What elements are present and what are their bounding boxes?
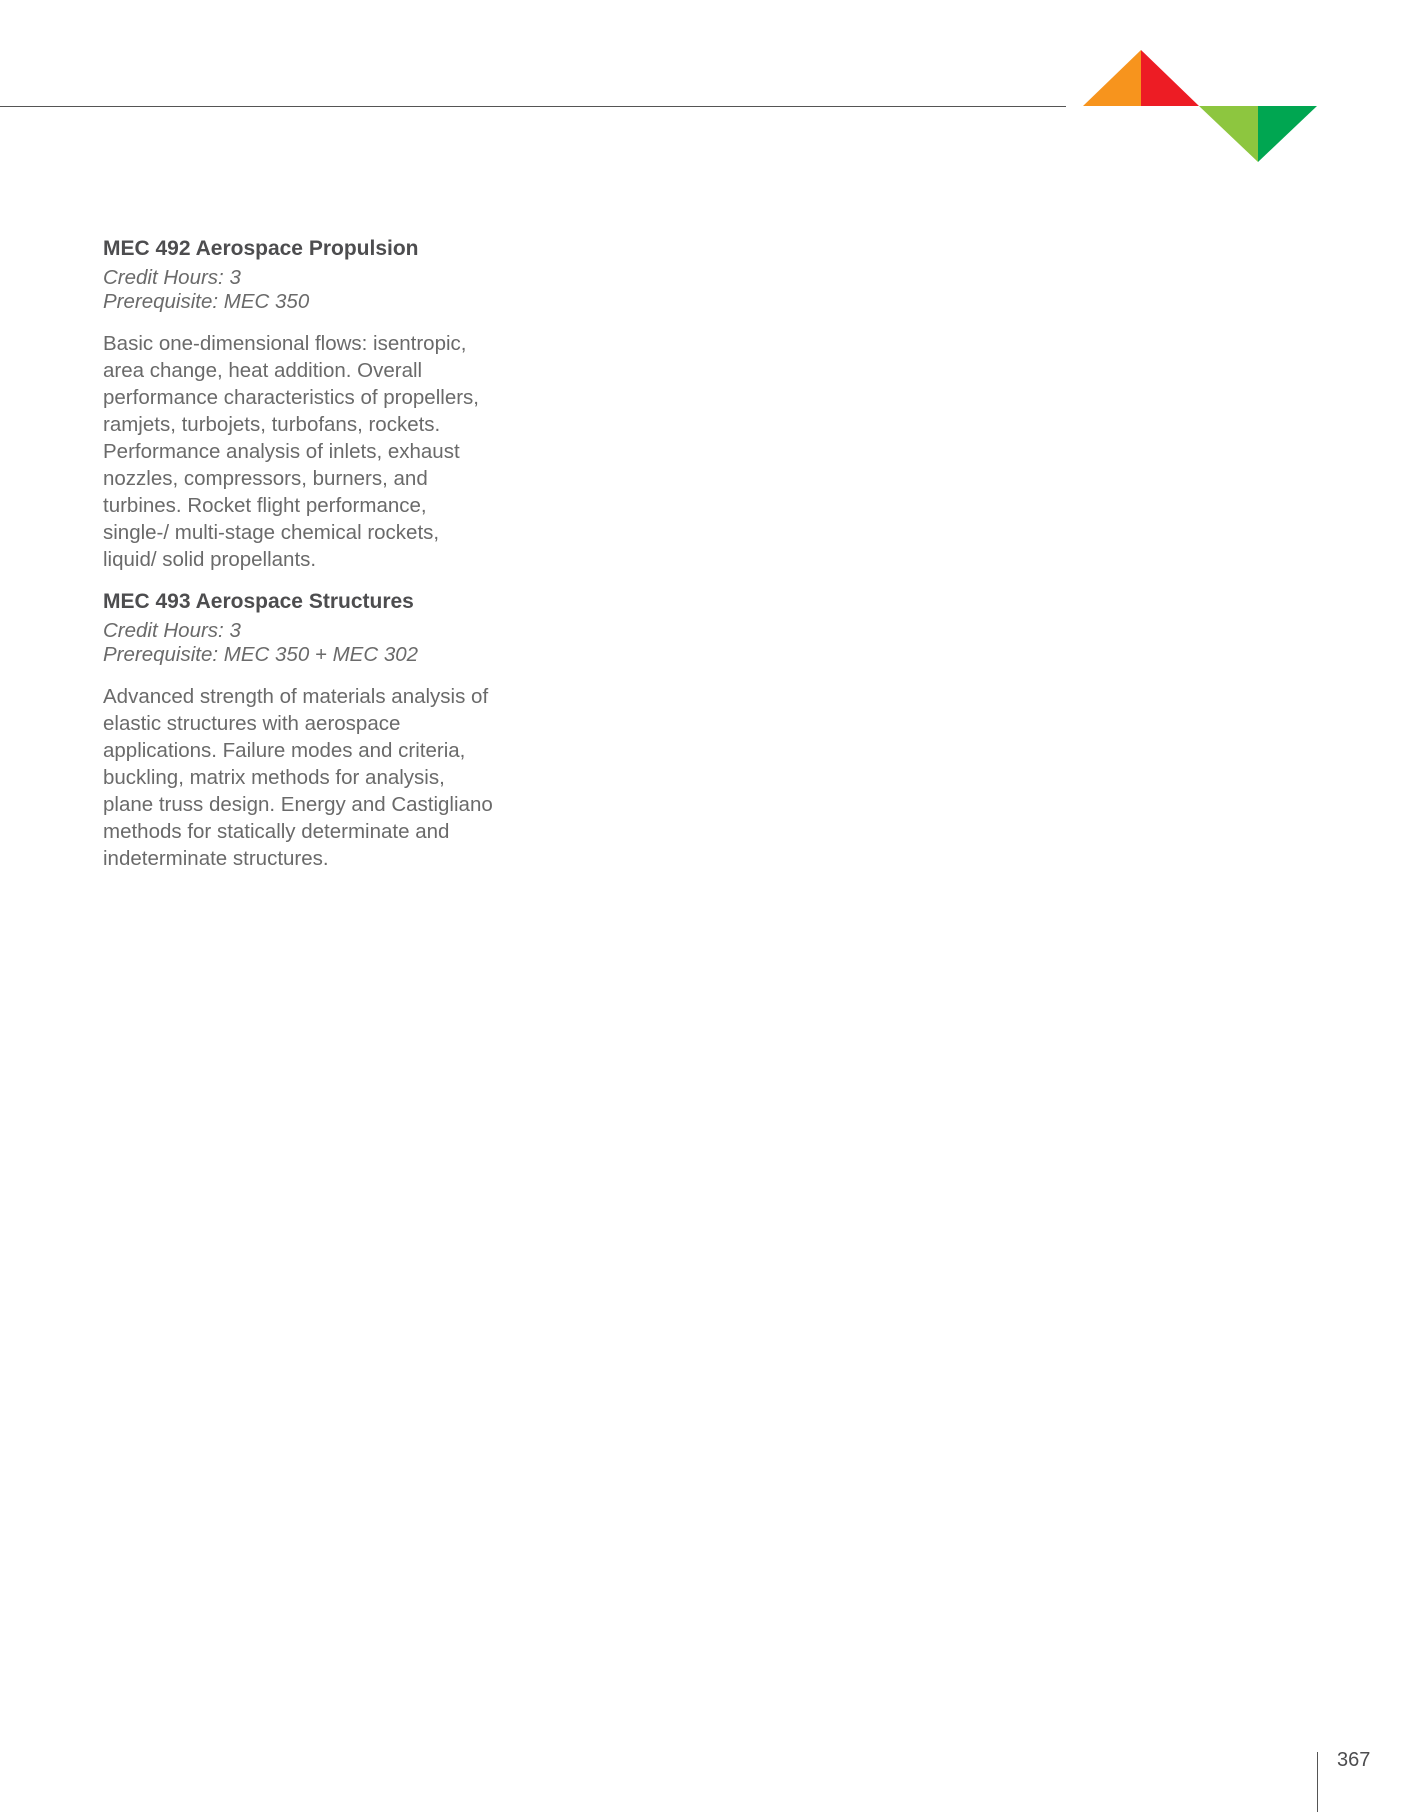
course-description: Advanced strength of materials analysis of elastic structures with aerospace applications. Failure modes and criteria, buckling, matrix methods for analysis, plane truss design. Energy and Castigliano methods for statically determinate and indeterminate structures.	[103, 685, 493, 870]
course-title: MEC 493 Aerospace Structures	[103, 590, 414, 613]
course-entry	[103, 587, 493, 872]
prerequisite: Prerequisite: MEC 350 + MEC 302	[103, 643, 419, 666]
course-list	[103, 234, 493, 886]
credit-hours: Credit Hours: 3	[103, 266, 241, 289]
prerequisite: Prerequisite: MEC 350	[103, 290, 310, 313]
orange-triangle	[1083, 50, 1141, 106]
page-number: 367	[1337, 1749, 1371, 1771]
course-description: Basic one-dimensional flows: isentropic, area change, heat addition. Overall performance characteristics of propellers, ramjets, turbojets, turbofans, rockets. Performance analysis of inlets, exhaust nozzles, compressors, burners, and turbines. Rocket flight performance, single-/ multi-stage chemical rockets, liquid/ solid propellants.	[103, 332, 479, 571]
light-green-triangle	[1199, 106, 1258, 162]
course-entry	[103, 234, 493, 573]
header-divider	[0, 106, 1066, 107]
course-title: MEC 492 Aerospace Propulsion	[103, 237, 419, 260]
green-triangle	[1258, 106, 1317, 162]
triangle-logo-mark	[1082, 50, 1318, 162]
page-number-divider	[1317, 1752, 1318, 1812]
credit-hours: Credit Hours: 3	[103, 619, 241, 642]
red-triangle	[1141, 50, 1199, 106]
